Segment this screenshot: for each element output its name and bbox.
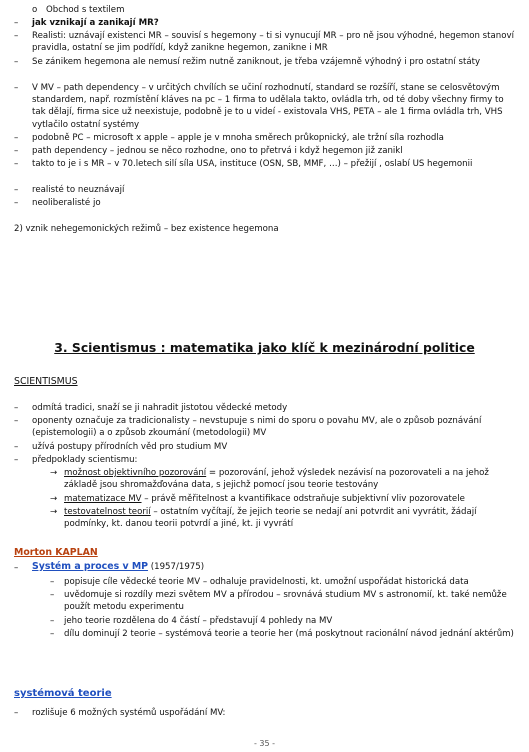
chapter-title: 3. Scientismus : matematika jako klíč k mezinárodní politice <box>54 340 475 355</box>
list-item: Obchod s textilem <box>46 5 125 15</box>
list-marker: – <box>50 616 55 626</box>
list-marker: – <box>14 442 19 452</box>
list-item: užívá postupy přírodních věd pro studium MV <box>32 442 228 452</box>
work-title <box>32 561 515 573</box>
list-marker: – <box>14 146 19 156</box>
list-item: popisuje cíle vědecké teorie MV – odhaluje pravidelnosti, kt. umožní uspořádat historická data <box>64 577 469 587</box>
list-item: jeho teorie rozdělena do 4 částí – představují 4 pohledy na MV <box>64 616 333 626</box>
list-item: podobně PC – microsoft x apple – apple je v mnoha směrech průkopnický, ale tržní síla rozhodla <box>32 133 444 143</box>
page-number: - 35 - <box>253 739 276 748</box>
systems-theory-heading: systémová teorie <box>14 688 112 699</box>
list-item: Realisti: uznávají existenci MR – souvisí s hegemony – ti si vynucují MR – pro ně jsou výhodné, hegemon stanoví pravidla, ostatní se jim podřídí, když zanikne hegemon, zanikne i MR <box>32 31 514 54</box>
list-marker: – <box>14 133 19 143</box>
list-item: předpoklady scientismu: <box>32 455 138 465</box>
list-item: neoliberalisté jo <box>32 198 101 208</box>
list-marker: – <box>14 159 19 169</box>
list-item: dílu dominují 2 teorie – systémová teorie a teorie her (má poskytnout racionální návod jednání aktérům) <box>64 629 514 639</box>
assumption-term: matematizace MV <box>64 494 142 504</box>
assumption-text: – právě měřitelnost a kvantifikace odstraňuje subjektivní vliv pozorovatele <box>141 494 465 504</box>
author-heading: Morton KAPLAN <box>14 547 98 558</box>
list-marker: – <box>14 57 19 67</box>
list-marker: – <box>14 31 19 41</box>
list-marker: – <box>14 563 19 573</box>
list-item: takto to je i s MR – v 70.letech silí síla USA, instituce (OSN, SB, MMF, …) – přežijí , oslabí US hegemonii <box>32 159 473 169</box>
list-item: rozlišuje 6 možných systémů uspořádání MV: <box>32 708 226 718</box>
assumption-term: testovatelnost teorií <box>64 507 151 517</box>
assumption-item <box>64 493 515 505</box>
assumption-item <box>64 467 515 491</box>
list-marker: o <box>32 5 38 15</box>
list-item: uvědomuje si rozdíly mezi světem MV a přírodou – srovnává studium MV s astronomií, kt. také nemůže použít metodu experimentu <box>64 590 507 613</box>
assumption-item <box>64 506 515 530</box>
work-name: Systém a proces v MP <box>32 561 149 572</box>
list-item: realisté to neuznávají <box>32 185 125 195</box>
arrow-icon: → <box>50 494 58 504</box>
list-marker: – <box>14 18 19 28</box>
list-item: V MV – path dependency – v určitých chvílích se učiní rozhodnutí, standard se rozšíří, stane se celosvětovým standardem, např. rozmístění kláves na pc – 1 firma to udělala takto, ovládla trh, od té doby všechny firmy to tak dělají, firma sice už neexistuje, podobně je to u videí - existovala VHS, PETA – ale 1 firma ovládla trh, VHS vytlačilo ostatní systémy <box>32 83 504 130</box>
list-item: Se zánikem hegemona ale nemusí režim nutně zaniknout, je třeba vzájemně výhodný i pro ostatní státy <box>32 57 481 67</box>
work-years: (1957/1975) <box>148 562 205 572</box>
list-marker: – <box>14 198 19 208</box>
list-item: odmítá tradici, snaží se ji nahradit jistotou vědecké metody <box>32 403 288 413</box>
assumption-term: možnost objektivního pozorování <box>64 468 207 478</box>
list-marker: – <box>50 577 55 587</box>
list-marker: – <box>14 83 19 93</box>
list-marker: – <box>50 590 55 600</box>
arrow-icon: → <box>50 468 58 478</box>
arrow-icon: → <box>50 507 58 517</box>
scientism-heading: SCIENTISMUS <box>14 376 78 387</box>
list-item: path dependency – jednou se něco rozhodne, ono to přetrvá i když hegemon již zanikl <box>32 146 403 156</box>
assumption-text: – ostatním vyčítají, že jejich teorie se nedají ani potvrdit ani vyvrátit, žádají podmínky, kt. danou teorii potvrdí a jiné, kt. ji vyvrátí <box>64 507 477 530</box>
list-marker: – <box>14 185 19 195</box>
assumption-text: = pozorování, jehož výsledek nezávisí na pozorovateli a na jehož základě jsou shromažďována data, s jejichž pomocí jsou teorie testovány <box>64 468 489 491</box>
list-marker: – <box>14 708 19 718</box>
list-marker: – <box>14 416 19 426</box>
list-marker: – <box>14 455 19 465</box>
list-item: oponenty označuje za tradicionalisty – nevstupuje s nimi do sporu o povahu MV, ale o způsob poznávání (epistemologii) a o způsob zkoumání (metodologii) MV <box>32 416 482 439</box>
list-marker: – <box>50 629 55 639</box>
list-marker: – <box>14 403 19 413</box>
question-heading: jak vznikají a zanikají MR? <box>32 18 159 28</box>
nonhegemonic-regimes: 2) vznik nehegemonických režimů – bez existence hegemona <box>14 224 279 234</box>
